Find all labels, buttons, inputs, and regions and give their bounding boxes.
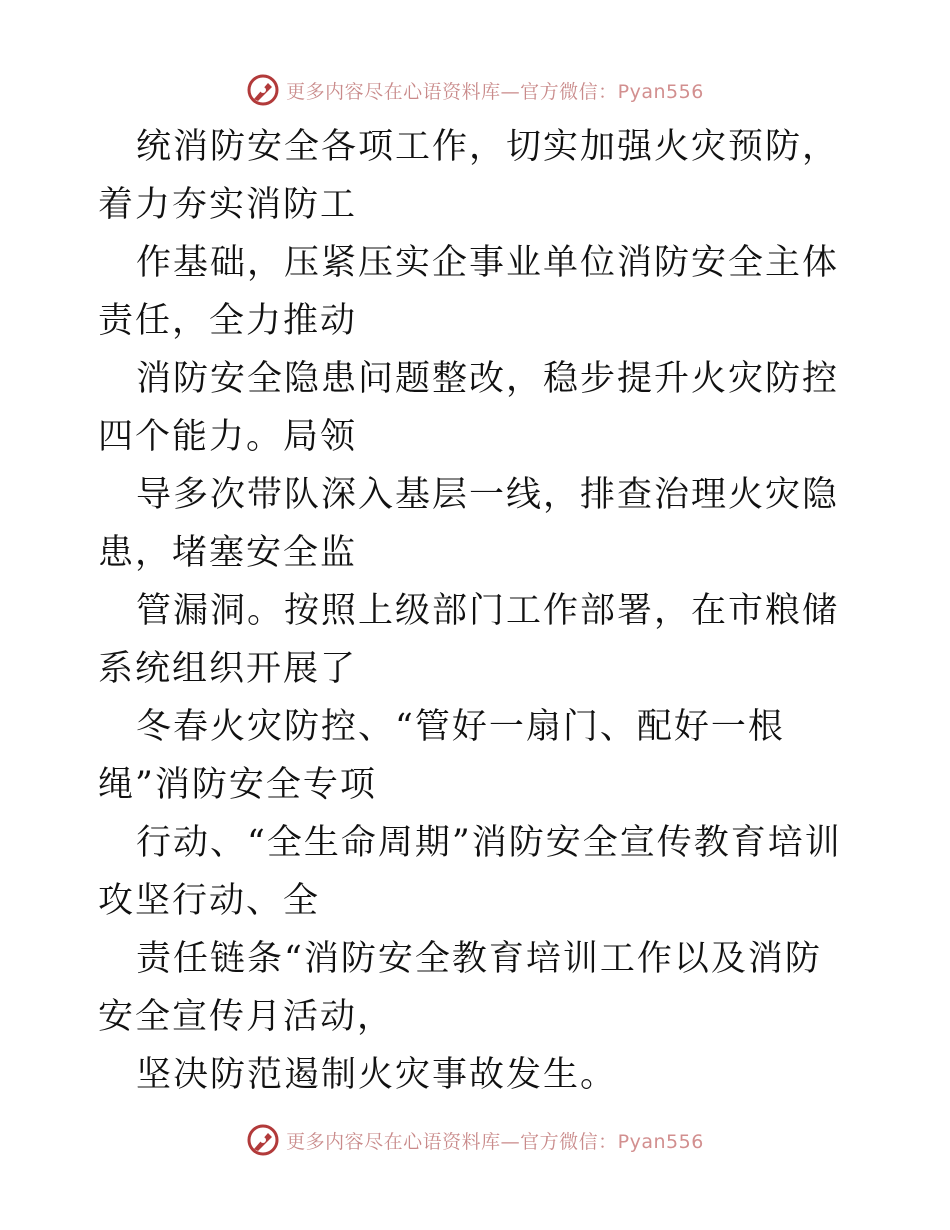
paragraph: 责任链条“消防安全教育培训工作以及消防安全宣传月活动，: [98, 939, 822, 1037]
watermark-text: 更多内容尽在心语资料库—官方微信：Pyan556: [286, 80, 704, 103]
paragraph: 行动、“全生命周期”消防安全宣传教育培训攻坚行动、全: [98, 823, 842, 921]
pen-logo-icon: [246, 73, 280, 107]
wechat-id: Pyan556: [617, 1130, 704, 1153]
document-body: [98, 118, 858, 1104]
paragraph: 统消防安全各项工作，切实加强火灾预防，着力夯实消防工: [98, 127, 840, 225]
paragraph: 消防安全隐患问题整改，稳步提升火灾防控四个能力。局领: [98, 359, 840, 457]
pen-logo-icon: [246, 1123, 280, 1157]
wechat-id: Pyan556: [617, 80, 704, 103]
paragraph: 冬春火灾防控、“管好一扇门、配好一根绳”消防安全专项: [98, 707, 785, 805]
header-watermark: [0, 70, 950, 110]
paragraph: 导多次带队深入基层一线，排查治理火灾隐患，堵塞安全监: [98, 475, 840, 573]
footer-watermark: [0, 1120, 950, 1160]
paragraph: 作基础，压紧压实企事业单位消防安全主体责任，全力推动: [98, 243, 840, 341]
paragraph: 管漏洞。按照上级部门工作部署，在市粮储系统组织开展了: [98, 591, 840, 689]
paragraph: 坚决防范遏制火灾事故发生。: [136, 1055, 618, 1095]
watermark-text: 更多内容尽在心语资料库—官方微信：Pyan556: [286, 1130, 704, 1153]
